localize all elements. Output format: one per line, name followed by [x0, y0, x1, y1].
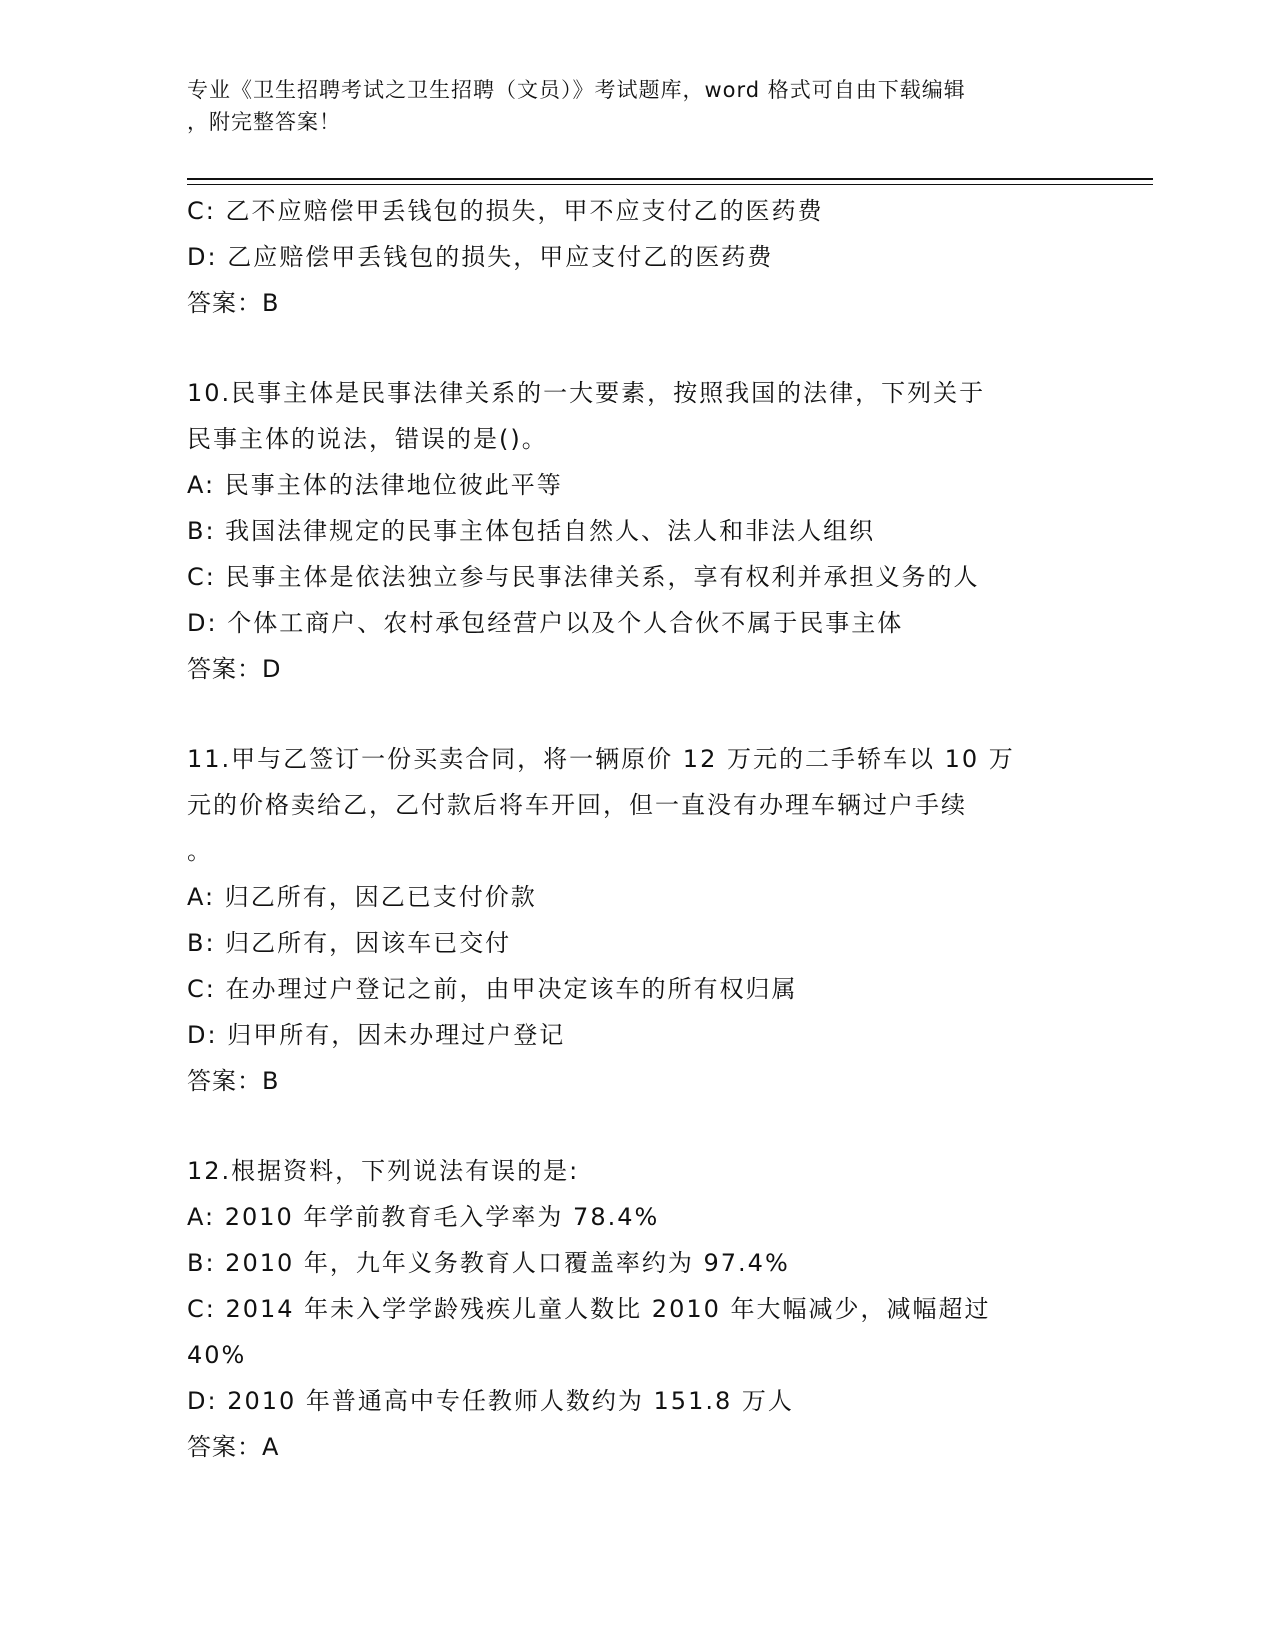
q12-answer: 答案：A — [187, 1433, 280, 1461]
spacer — [187, 326, 1087, 370]
header-rule-thin — [187, 184, 1153, 185]
q11-option-b: B: 归乙所有，因该车已交付 — [187, 929, 512, 957]
header-rule-thick — [187, 178, 1153, 180]
question-content — [187, 188, 1087, 1470]
q12-option-d: D: 2010 年普通高中专任教师人数约为 151.8 万人 — [187, 1387, 794, 1415]
q10-option-b: B: 我国法律规定的民事主体包括自然人、法人和非法人组织 — [187, 517, 876, 545]
question-10 — [187, 370, 1087, 692]
q12-option-c-line-1: C: 2014 年未入学学龄残疾儿童人数比 2010 年大幅减少，减幅超过 — [187, 1295, 991, 1323]
spacer — [187, 692, 1087, 736]
q10-option-c: C: 民事主体是依法独立参与民事法律关系，享有权利并承担义务的人 — [187, 563, 980, 591]
q9-option-d: D: 乙应赔偿甲丢钱包的损失，甲应支付乙的医药费 — [187, 243, 774, 271]
q11-answer: 答案：B — [187, 1067, 280, 1095]
question-11 — [187, 736, 1087, 1104]
q9-answer: 答案：B — [187, 289, 280, 317]
q12-option-b: B: 2010 年，九年义务教育人口覆盖率约为 97.4% — [187, 1249, 790, 1277]
q11-option-a: A: 归乙所有，因乙已支付价款 — [187, 883, 537, 911]
q10-stem-line-2: 民事主体的说法，错误的是()。 — [187, 425, 548, 453]
spacer — [187, 1104, 1087, 1148]
question-12 — [187, 1148, 1087, 1470]
q10-stem-line-1: 10.民事主体是民事法律关系的一大要素，按照我国的法律，下列关于 — [187, 379, 986, 407]
q12-stem-line-1: 12.根据资料，下列说法有误的是: — [187, 1157, 580, 1185]
q12-option-c-line-2: 40% — [187, 1341, 247, 1369]
q11-option-c: C: 在办理过户登记之前，由甲决定该车的所有权归属 — [187, 975, 798, 1003]
question-9-tail — [187, 188, 1087, 326]
q11-stem-line-2: 元的价格卖给乙，乙付款后将车开回，但一直没有办理车辆过户手续 — [187, 791, 967, 819]
q10-option-a: A: 民事主体的法律地位彼此平等 — [187, 471, 563, 499]
q11-stem-line-3: 。 — [187, 837, 213, 865]
q11-stem-line-1: 11.甲与乙签订一份买卖合同，将一辆原价 12 万元的二手轿车以 10 万 — [187, 745, 1015, 773]
document-header: 专业《卫生招聘考试之卫生招聘（文员）》考试题库，word 格式可自由下载编辑 ，附完整答案！ — [187, 78, 966, 134]
q11-option-d: D: 归甲所有，因未办理过户登记 — [187, 1021, 566, 1049]
q12-option-a: A: 2010 年学前教育毛入学率为 78.4% — [187, 1203, 660, 1231]
q9-option-c: C: 乙不应赔偿甲丢钱包的损失，甲不应支付乙的医药费 — [187, 197, 824, 225]
q10-option-d: D: 个体工商户、农村承包经营户以及个人合伙不属于民事主体 — [187, 609, 904, 637]
q10-answer: 答案：D — [187, 655, 282, 683]
